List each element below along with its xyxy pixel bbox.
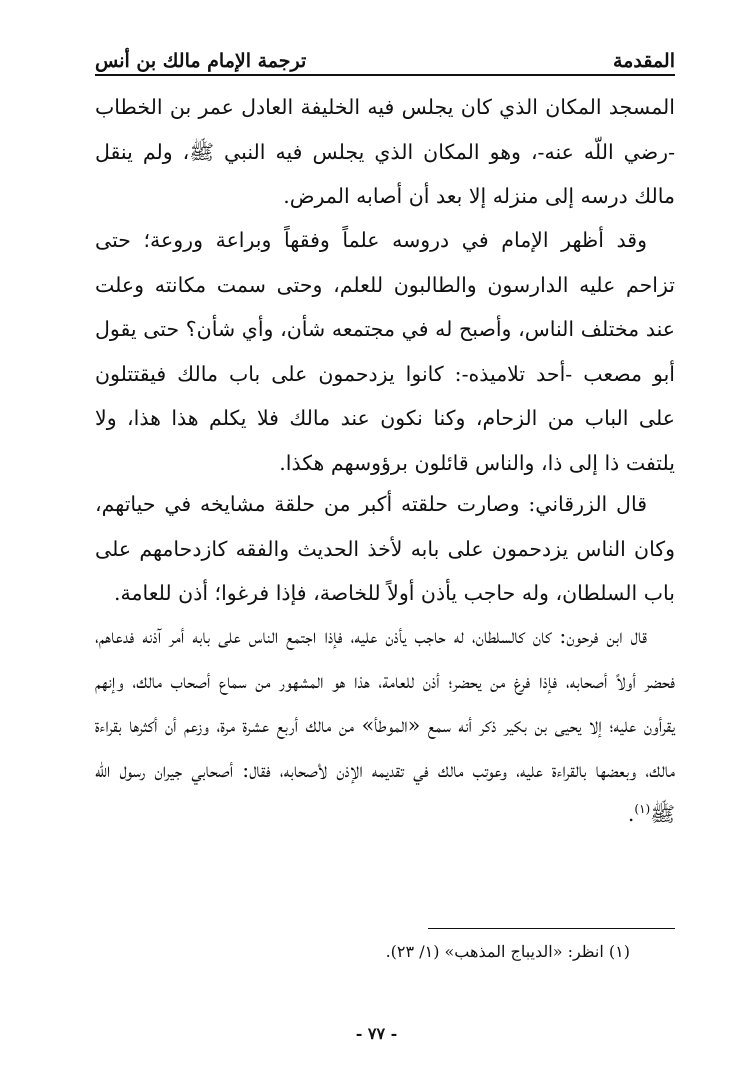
- header-divider: [95, 74, 675, 76]
- page-number: - ٧٧ -: [355, 1024, 398, 1043]
- book-title: ترجمة الإمام مالك بن أنس: [95, 50, 307, 72]
- paragraph-1-text: المسجد المكان الذي كان يجلس فيه الخليفة العادل عمر بن الخطاب -رضي اللّه عنه-، وهو المكان الذي يجلس فيه النبي ﷺ، ولم ينقل مالك درسه إلى منزله إلا بعد أن أصابه المرض.: [95, 95, 675, 208]
- page-header: [95, 38, 675, 72]
- section-title: المقدمة: [612, 50, 675, 72]
- footnote: (١) انظر: «الديباج المذهب» (١/ ٢٣).: [385, 942, 630, 961]
- footnote-reference[interactable]: (١): [634, 802, 651, 817]
- paragraph-4-text: قال ابن فرحون: كان كالسلطان، له حاجب يأذن عليه، فإذا اجتمع الناس على بابه أمر آذنه فدعاهم، فحضر أولاً أصحابه، فإذا فرغ من يحضر؛ أذن للعامة، هذا هو المشهور من سماع أصحاب مالك، وإنهم يقرأون عليه؛ إلا يحيى بن بكير ذكر أنه سمع «الموطأ» من مالك أربع عشرة مرة، وزعم أن أكثرها بقراءة مالك، وبعضها بالقراءة عليه، وعوتب مالك في تقديمه الإذن لأصحابه، فقال: أصحابي جيران رسول اللّه ﷺ: [95, 624, 675, 826]
- paragraph-3: [95, 482, 675, 616]
- paragraph-2-text: وقد أظهر الإمام في دروسه علماً وفقهاً وبراعة وروعة؛ حتى تزاحم عليه الدارسون والطالبون للعلم، وحتى سمت مكانته وعلت عند مختلف الناس، وأصبح له في مجتمعه شأن، وأي شأن؟ حتى يقول أبو مصعب -أحد تلاميذه-: كانوا يزدحمون على باب مالك فيقتتلون على الباب من الزحام، وكنا نكون عند مالك فلا يكلم هذا هذا، ولا يلتفت ذا إلى ذا، والناس قائلون برؤوسهم هكذا.: [95, 228, 675, 475]
- paragraph-4: قال ابن فرحون: كان كالسلطان، له حاجب يأذن عليه، فإذا اجتمع الناس على بابه أمر آذنه فدعاهم، فحضر أولاً أصحابه، فإذا فرغ من يحضر؛ أذن للعامة، هذا هو المشهور من سماع أصحاب مالك، وإنهم يقرأون عليه؛ إلا يحيى بن بكير ذكر أنه سمع «الموطأ» من مالك أربع عشرة مرة، وزعم أن أكثرها بقراءة مالك، وبعضها بالقراءة عليه، وعوتب مالك في تقديمه الإذن لأصحابه، فقال: أصحابي جيران رسول اللّه ﷺ$^{(١)}$.: [95, 624, 675, 826]
- footnote-divider: [428, 928, 675, 929]
- paragraph-2: [95, 218, 675, 485]
- paragraph-1: [95, 85, 675, 219]
- paragraph-3-text: قال الزرقاني: وصارت حلقته أكبر من حلقة مشايخه في حياتهم، وكان الناس يزدحمون على بابه لأخذ الحديث والفقه كازدحامهم على باب السلطان، وله حاجب يأذن أولاً للخاصة، فإذا فرغوا؛ أذن للعامة.: [95, 492, 675, 605]
